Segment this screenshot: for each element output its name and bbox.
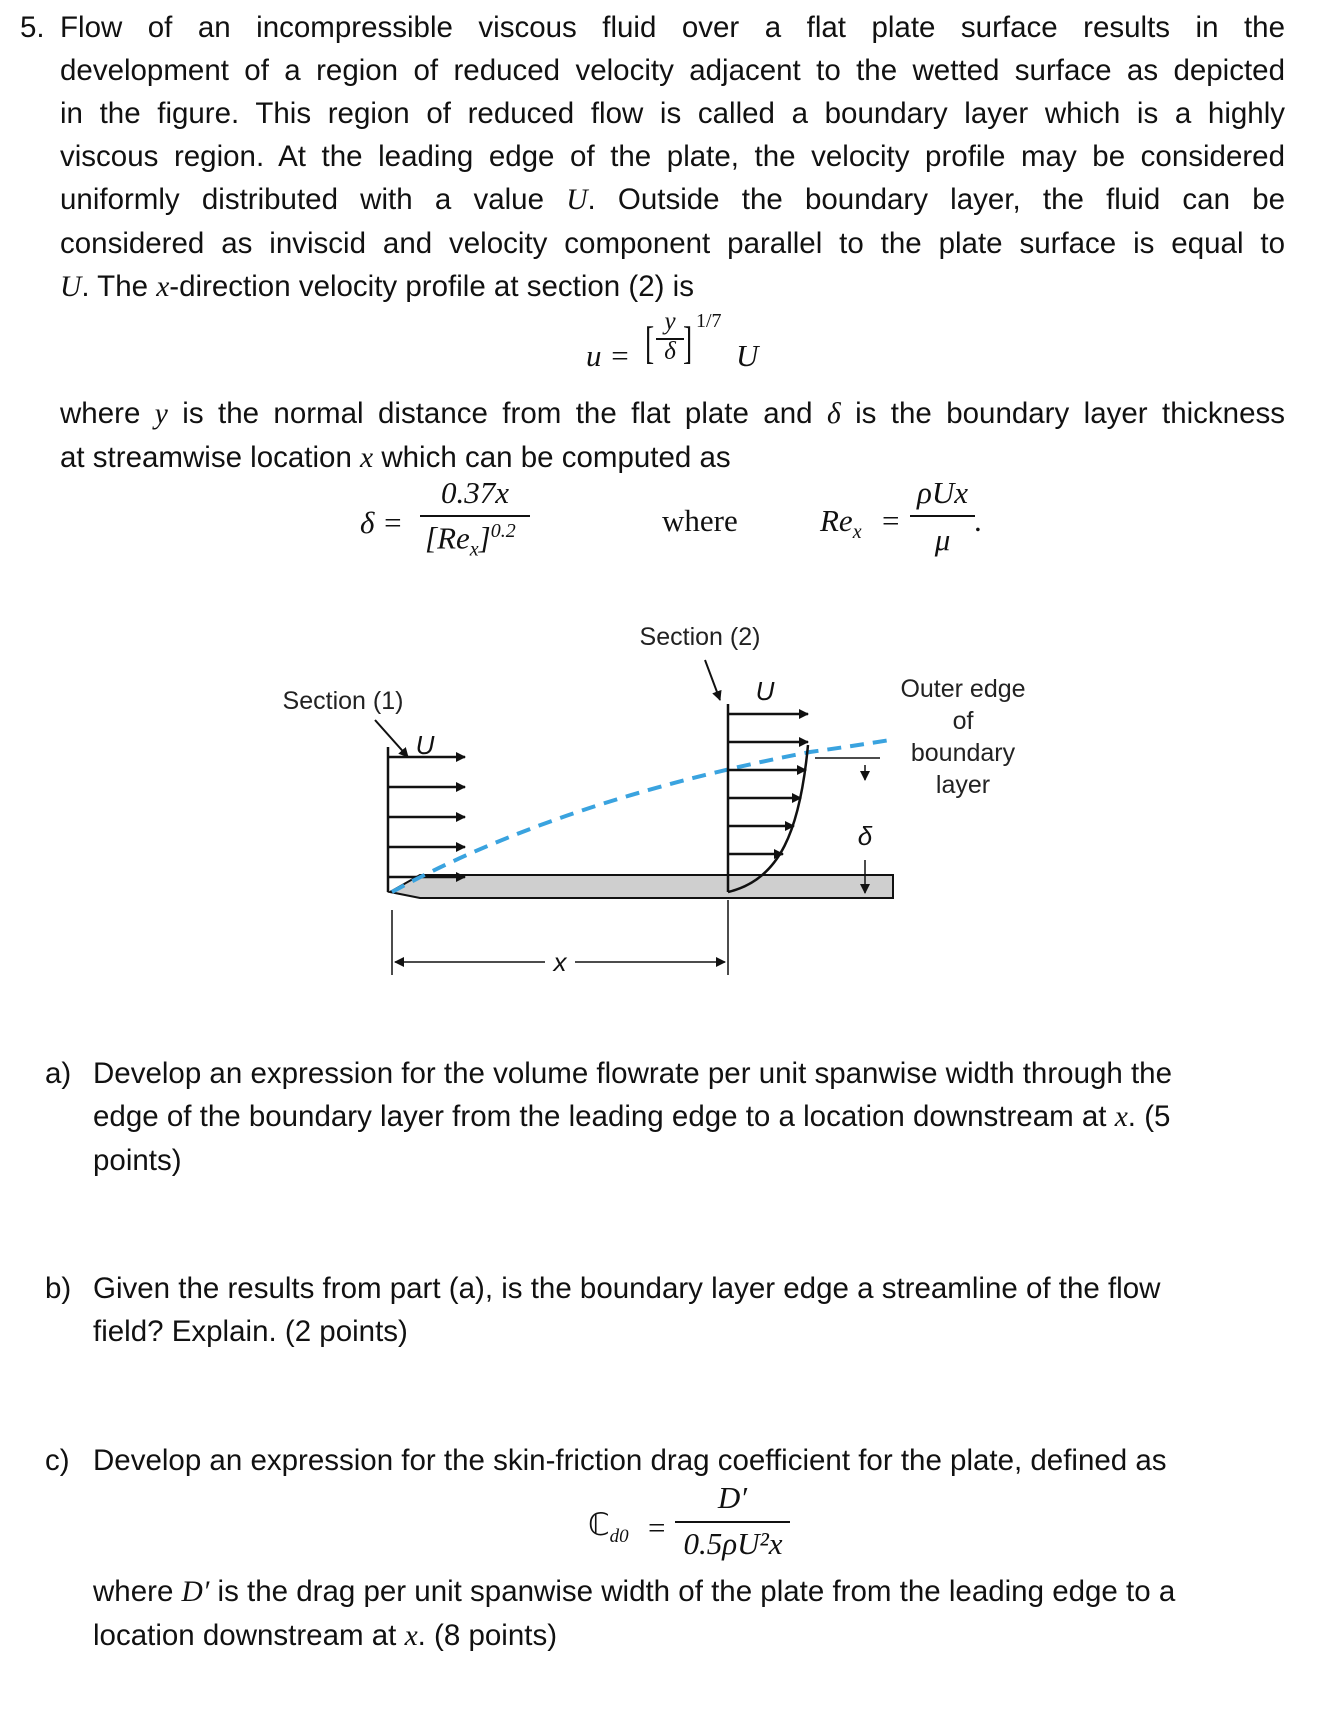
question-c-continued: [45, 1570, 1285, 1670]
outer-edge-label: [900, 675, 1025, 799]
intro-line-7: U. The x-direction velocity profile at section (2) is: [60, 270, 694, 303]
boundary-layer-edge: [392, 740, 890, 892]
x-label: x: [553, 947, 567, 977]
intro-line-3: in the figure. This region of reduced flow is called a boundary layer which is a highly: [60, 97, 1285, 130]
section2-label: Section (2): [639, 623, 761, 651]
equation-boundary-thickness: δ = 0.37x $[Re_x]^{0.2}$ where $Re_x$ = ρUx μ .: [360, 475, 982, 561]
u-label-section1: U: [415, 730, 435, 760]
intro-line-2: development of a region of reduced velocity adjacent to the wetted surface as depicted: [60, 54, 1285, 87]
question-a-line-3: points): [93, 1144, 182, 1177]
section1-label: Section (1): [282, 687, 404, 715]
equation-drag-coefficient: ℂ$_{d0}$ = D′ 0.5ρU²x: [0, 0, 1321, 1711]
intro-line-4: viscous region. At the leading edge of the plate, the velocity profile may be considered: [60, 140, 1285, 173]
where-line-1: where y is the normal distance from the flat plate and δ is the boundary layer thickness: [60, 397, 1285, 430]
svg-text:Outer edge: Outer edge: [900, 675, 1026, 703]
flat-plate: [390, 875, 893, 898]
where-line-2: at streamwise location x which can be computed as: [60, 441, 731, 474]
question-a-line-1: Develop an expression for the volume flowrate per unit spanwise width through the: [93, 1057, 1172, 1090]
delta-label: δ: [857, 821, 873, 851]
svg-text:boundary: boundary: [910, 739, 1016, 767]
svg-text:of: of: [952, 707, 974, 735]
question-b-line-1: Given the results from part (a), is the boundary layer edge a streamline of the flow: [93, 1272, 1161, 1305]
question-a-line-2: edge of the boundary layer from the leading edge to a location downstream at x. (5: [93, 1100, 1171, 1133]
question-b-label: b): [45, 1272, 72, 1305]
question-a-label: a): [45, 1057, 72, 1090]
problem-number: 5.: [20, 11, 45, 44]
question-c-line-2: where D′ is the drag per unit spanwise width of the plate from the leading edge to a: [93, 1575, 1176, 1608]
intro-line-6: considered as inviscid and velocity component parallel to the plate surface is equal to: [60, 227, 1285, 260]
intro-line-1: Flow of an incompressible viscous fluid over a flat plate surface results in the: [60, 11, 1285, 44]
u-label-section2: U: [755, 676, 775, 706]
section2-profile: [728, 704, 808, 892]
svg-text:layer: layer: [935, 771, 991, 799]
question-c-line-1: Develop an expression for the skin-friction drag coefficient for the plate, defined as: [93, 1444, 1167, 1477]
intro-line-5: uniformly distributed with a value U. Outside the boundary layer, the fluid can be: [60, 183, 1286, 216]
question-b: [45, 1267, 1285, 1367]
question-b-line-2: field? Explain. (2 points): [93, 1315, 408, 1348]
equation-velocity-profile: u = [ y δ ] 1/7 U: [586, 308, 759, 373]
section1-profile: [388, 747, 465, 892]
question-c-label: c): [45, 1444, 70, 1477]
question-a: [45, 1052, 1285, 1192]
question-c-line-3: location downstream at x. (8 points): [93, 1619, 558, 1652]
